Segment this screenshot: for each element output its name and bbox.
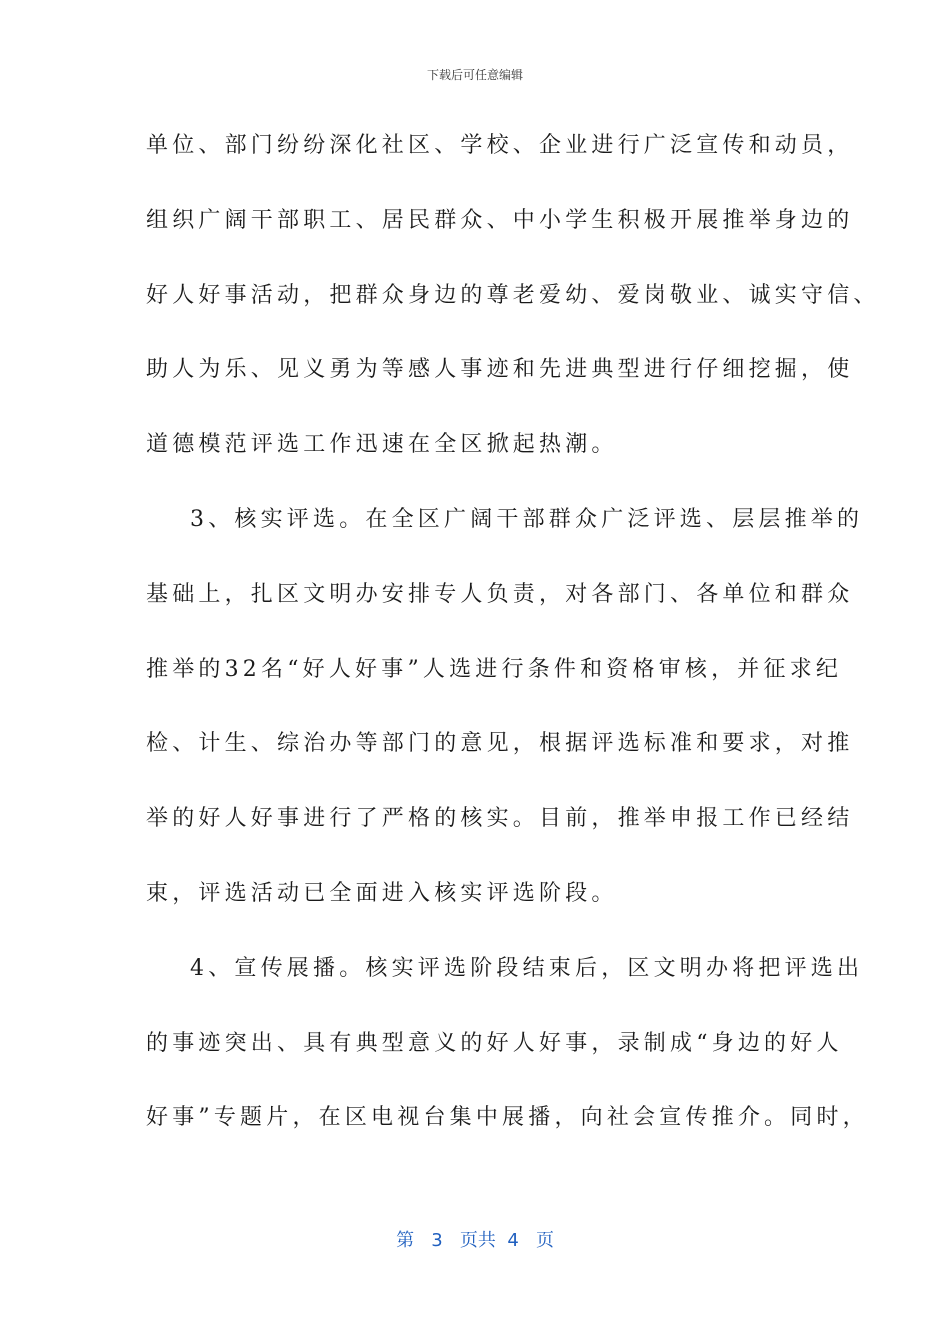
footer-label-of: 页共 xyxy=(459,1230,496,1251)
footer-current-page: 3 xyxy=(431,1230,443,1251)
text-line-5: 道德模范评选工作迅速在全区掀起热潮。 xyxy=(146,432,618,458)
text-line-10: 举的好人好事进行了严格的核实。目前，推举申报工作已经结 xyxy=(146,806,854,832)
text-line-14: 好事”专题片，在区电视台集中展播，向社会宣传推介。同时， xyxy=(146,1105,869,1131)
text-line-1: 单位、部门纷纷深化社区、学校、企业进行广泛宣传和动员， xyxy=(146,133,854,158)
footer-label-page: 第 xyxy=(396,1230,415,1251)
text-line-11: 束，评选活动已全面进入核实评选阶段。 xyxy=(146,880,618,906)
text-line-8: 推举的32名“好人好事”人选进行条件和资格审核，并征求纪 xyxy=(146,656,843,682)
text-line-12: 4、宣传展播。核实评选阶段结束后，区文明办将把评选出 xyxy=(190,955,864,981)
text-line-4: 助人为乐、见义勇为等感人事迹和先进典型进行仔细挖掘，使 xyxy=(146,357,854,383)
text-line-3: 好人好事活动，把群众身边的尊老爱幼、爱岗敬业、诚实守信、 xyxy=(146,282,880,308)
header-note: 下载后可任意编辑 xyxy=(426,68,523,82)
document-body xyxy=(146,126,880,1173)
text-line-13: 的事迹突出、具有典型意义的好人好事，录制成“身边的好人 xyxy=(146,1030,843,1056)
page-footer xyxy=(0,1226,950,1252)
footer-label-end: 页 xyxy=(535,1230,554,1251)
text-line-9: 检、计生、综治办等部门的意见，根据评选标准和要求，对推 xyxy=(146,731,854,757)
text-line-6: 3、核实评选。在全区广阔干部群众广泛评选、层层推举的 xyxy=(190,506,864,532)
text-line-2: 组织广阔干部职工、居民群众、中小学生积极开展推举身边的 xyxy=(146,207,854,233)
text-line-7: 基础上，扎区文明办安排专人负责，对各部门、各单位和群众 xyxy=(146,581,854,607)
footer-total-pages: 4 xyxy=(507,1230,519,1251)
